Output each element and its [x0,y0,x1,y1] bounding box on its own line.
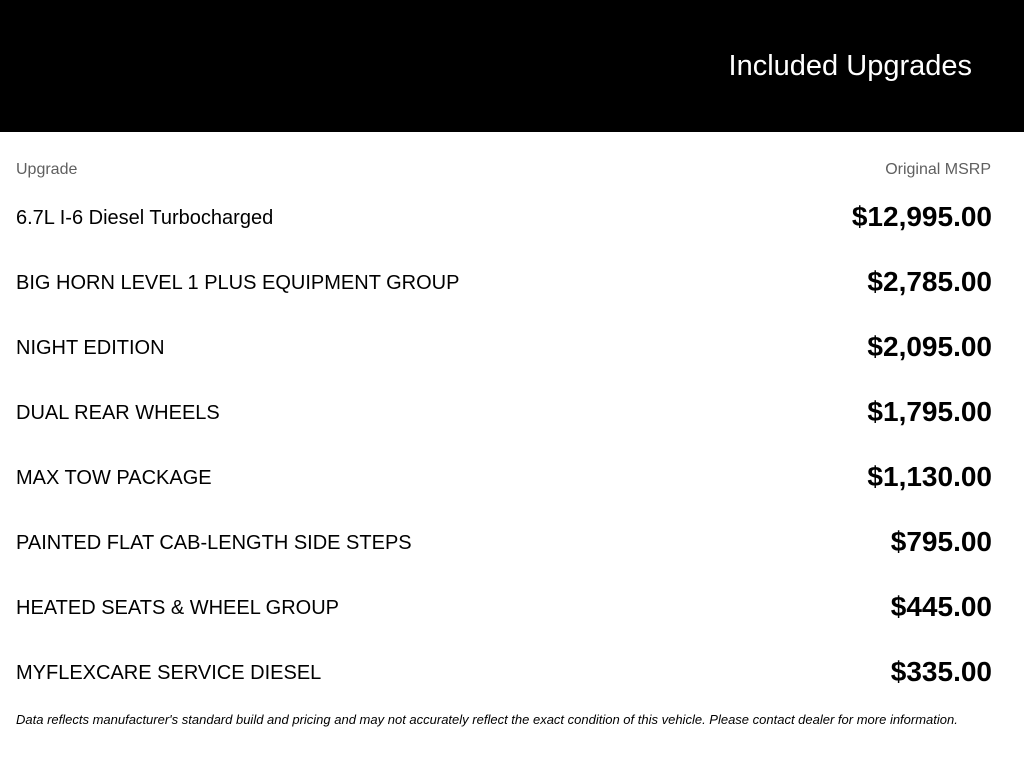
upgrade-name: MYFLEXCARE SERVICE DIESEL [16,662,322,684]
disclaimer-text: Data reflects manufacturer's standard build and pricing and may not accurately reflect the exact condition of this vehicle. Please contact dealer for more information. [16,712,958,727]
page-title: Included Upgrades [728,50,972,82]
upgrade-price: $2,785.00 [867,266,992,297]
column-header-msrp: Original MSRP [885,161,991,178]
list-item [0,510,1024,575]
list-item [0,185,1024,250]
upgrades-list [0,185,1024,705]
upgrade-name: PAINTED FLAT CAB-LENGTH SIDE STEPS [16,532,412,554]
column-header-upgrade: Upgrade [16,161,78,178]
list-item [0,250,1024,315]
upgrade-price: $2,095.00 [867,331,992,362]
upgrade-name: HEATED SEATS & WHEEL GROUP [16,597,340,619]
upgrade-price: $12,995.00 [851,201,992,232]
upgrade-name: 6.7L I-6 Diesel Turbocharged [16,207,274,229]
upgrade-price: $445.00 [890,591,992,622]
list-item [0,575,1024,640]
list-item [0,445,1024,510]
upgrade-price: $1,130.00 [867,461,992,492]
list-item [0,380,1024,445]
upgrade-name: BIG HORN LEVEL 1 PLUS EQUIPMENT GROUP [16,272,460,294]
header-banner [0,0,1024,132]
upgrade-name: DUAL REAR WHEELS [16,402,220,424]
upgrade-price: $795.00 [890,526,992,557]
list-item [0,315,1024,380]
upgrade-price: $335.00 [890,656,992,687]
upgrade-name: NIGHT EDITION [16,337,165,359]
upgrade-price: $1,795.00 [867,396,992,427]
upgrade-name: MAX TOW PACKAGE [16,467,212,489]
list-item [0,640,1024,705]
